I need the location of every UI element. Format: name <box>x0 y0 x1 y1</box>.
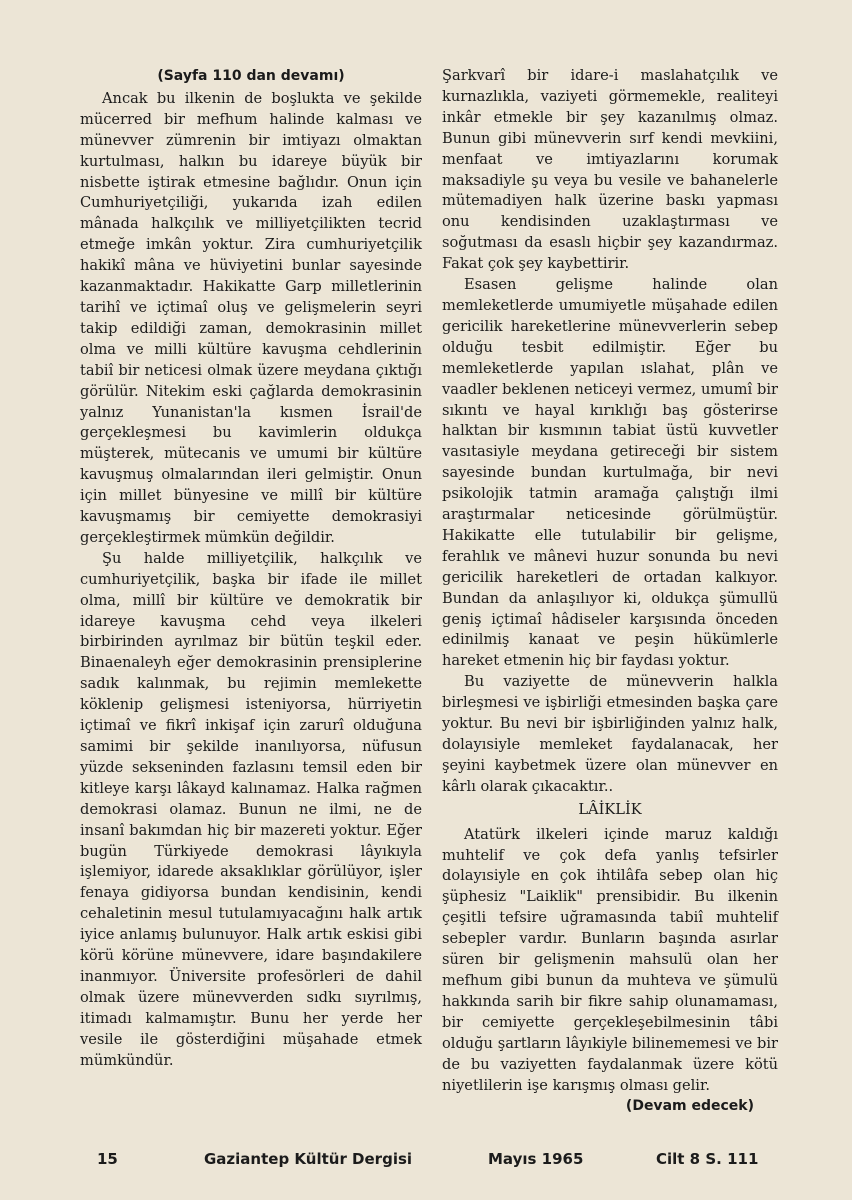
journal-title: Gaziantep Kültür Dergisi <box>204 1150 413 1168</box>
body-paragraph: Şu halde milliyetçilik, halkçılık ve cumhuriyetçilik, başka bir ifade ile millet olma, millî bir kültüre ve demokratik bir idareye kavuşma cehd veya ilkeleri birbirinden ayrılmaz bir bütün teşkil eder. Binaenaleyh eğer demokrasinin prensiplerine sadık kalınmak, bu rejimin memlekette köklenip gelişmesi isteniyorsa, hürriyetin içtimaî ve fikrî inkişaf için zarurî olduğuna samimi bir şekilde inanılıyorsa, nüfusun yüzde sekseninden fazlasını temsil eden bir kitleye karşı lâkayd kalınamaz. Halka rağmen demokrasi olamaz. Bunun ne ilmi, ne de insanî bakımdan hiç bir mazereti yoktur. Eğer bugün Türkiyede demokrasi lâyıkıyla işlemiyor, idarede aksaklıklar görülüyor, işler fenaya gidiyorsa bundan kendisinin, kendi cehaletinin mesul tutulamıyacağını halk artık iyice anlamış bulunuyor. Halk artık eskisi gibi körü körüne münevvere, idare başındakilere inanmıyor. Üniversite profesörleri de dahil olmak üzere münevverden sıdkı sıyrılmış, itimadı kalmamıştır. Bunu her yerde her vesile ile gösterdiğini müşahade etmek mümkündür. <box>80 549 422 1069</box>
section-heading: LÂİKLİK <box>578 800 642 818</box>
page-number: 15 <box>97 1150 118 1168</box>
volume-issue: Cilt 8 S. 111 <box>656 1150 759 1168</box>
page-footer <box>0 1150 852 1176</box>
body-paragraph: Atatürk ilkeleri içinde maruz kaldığı muhtelif ve çok defa yanlış tefsirler dolayısiyle en çok ihtilâfa sebep olan hiç şüphesiz "Laiklik" prensibidir. Bu ilkenin çeşitli tefsire uğramasında tabiî muhtelif sebepler vardır. Bunların başında asırlar süren bir gelişmenin mahsulü olan her mefhum gibi bunun da muhteva ve şümulü hakkında sarih bir fikre sahip olunamaması, bir cemiyette gerçekleşebilmesinin tâbi olduğu şartların lâyıkiyle bilinememesi ve bir de bu vaziyetten faydalanmak üzere kötü niyetlilerin işe karışmış olması gelir. <box>442 825 778 1094</box>
issue-date: Mayıs 1965 <box>488 1150 584 1168</box>
continued-note: (Sayfa 110 dan devamı) <box>157 68 345 84</box>
continued-signoff: (Devam edecek) <box>625 1098 754 1115</box>
body-paragraph: Şarkvarî bir idare-i maslahatçılık ve kurnazlıkla, vaziyeti görmemekle, realiteyi inkâr etmekle bir şey kazanılmış olmaz. Bunun gibi münevverin sırf kendi mevkiini, menfaat ve imtiyazlarını korumak maksadiyle şu veya bu vesile ve bahanelerle mütemadiyen halk üzerine baskı yapması onu kendisinden uzaklaştırması ve soğutması da esaslı hiçbir şey kazandırmaz. Fakat çok şey kaybettirir. <box>442 67 778 273</box>
body-paragraph: Ancak bu ilkenin de boşlukta ve şekilde mücerred bir mefhum halinde kalması ve münevver zümrenin bir imtiyazı olmaktan kurtulması, halkın bu idareye büyük bir nisbette iştirak etmesine bağlıdır. Onun için Cumhuriyetçiliği, yukarıda izah edilen mânada halkçılık ve milliyetçilikten tecrid etmeğe imkân yoktur. Zira cumhuriyetçilik hakikî mâna ve hüviyetini bunlar sayesinde kazanmaktadır. Hakikatte Garp milletlerinin tarihî ve içtimaî oluş ve gelişmelerin seyri takip edildiği zaman, demokrasinin millet olma ve milli kültüre kavuşma cehdlerinin tabiî bir neticesi olmak üzere meydana çıktığı görülür. Nitekim eski çağlarda demokrasinin yalnız Yunanistan'la kısmen İsrail'de gerçekleşmesi bu kavimlerin oldukça müşterek, mütecanis ve umumi bir kültüre kavuşmuş olmalarından ileri gelmiştir. Onun için millet bünyesine ve millî bir kültüre kavuşmamış bir cemiyette demokrasiyi gerçekleştirmek mümkün değildir. <box>80 89 422 546</box>
body-paragraph: Esasen gelişme halinde olan memleketlerde umumiyetle müşahade edilen gericilik hareketlerine münevverlerin sebep olduğu tesbit edilmiştir. Eğer bu memleketlerde yapılan ıslahat, plân ve vaadler beklenen neticeyi vermez, umumî bir sıkıntı ve hayal kırıklığı baş gösterirse halktan bir kısmının tabiat üstü kuvvetler vasıtasiyle meydana getireceği bir sistem sayesinde bundan kurtulmağa, bir nevi psikolojik tatmin aramağa çalıştığı ilmi araştırmalar neticesinde görülmüştür. Hakikatte elle tutulabilir bir gelişme, ferahlık ve mânevi huzur sonunda bu nevi gericilik hareketleri de ortadan kalkıyor. Bundan da anlaşılıyor ki, oldukça şümullü geniş içtimaî hâdiseler karşısında önceden edinilmiş kanaat ve peşin hükümlerle hareket etmenin hiç bir faydası yoktur. <box>442 276 778 670</box>
body-paragraph: Bu vaziyette de münevverin halkla birleşmesi ve işbirliği etmesinden başka çare yoktur. Bu nevi bir işbirliğinden yalnız halk, dolayısiyle memleket faydalanacak, her şeyini kaybetmek üzere olan münevver en kârlı olarak çıkacaktır.. <box>442 673 778 795</box>
left-column <box>80 66 422 1072</box>
right-column <box>442 66 778 1117</box>
